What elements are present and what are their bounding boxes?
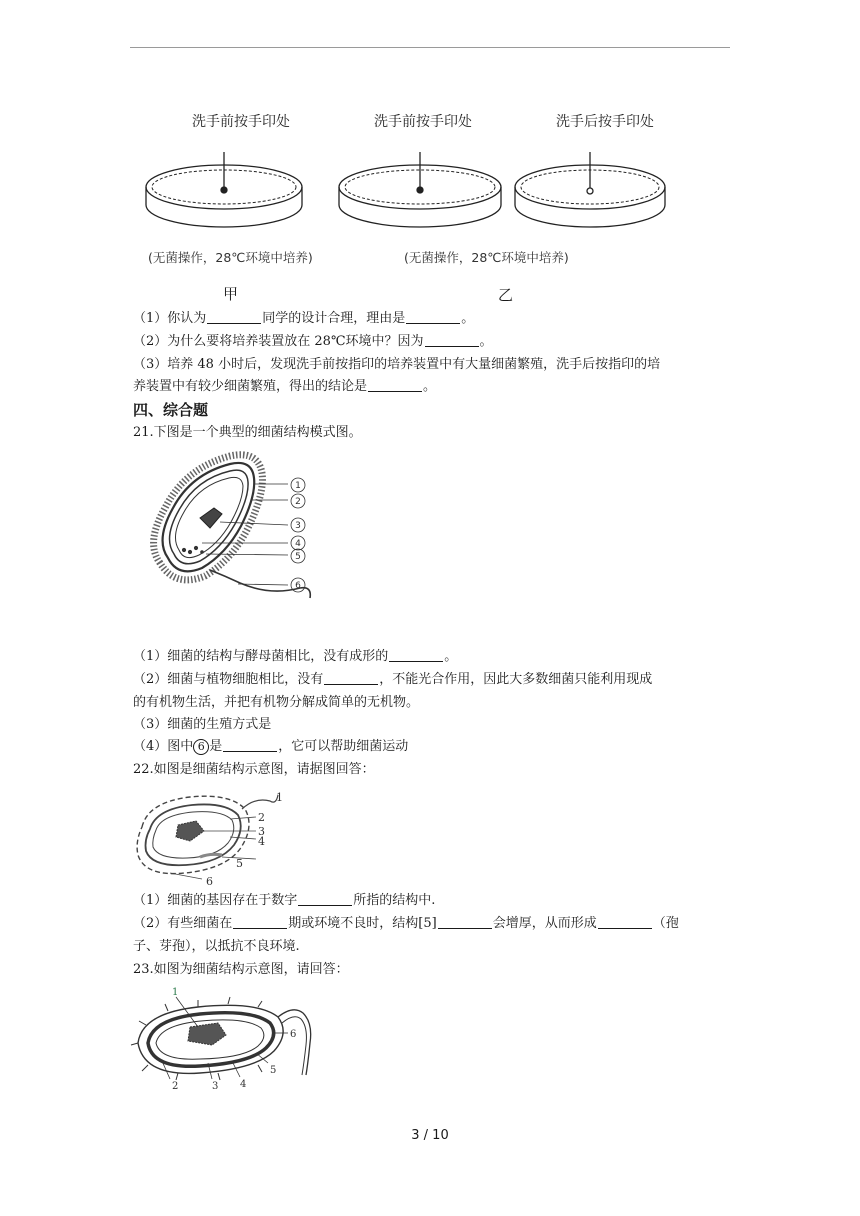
petri-label-2: 洗手前按手印处 bbox=[374, 114, 472, 130]
answer-blank[interactable] bbox=[389, 647, 443, 662]
petri-dish-1 bbox=[146, 152, 302, 227]
q20-part3-line2: 养装置中有较少细菌繁殖，得出的结论是 。 bbox=[133, 379, 437, 394]
diagram-number: 5 bbox=[295, 552, 301, 562]
section-title: 四、综合题 bbox=[133, 401, 209, 419]
header-rule bbox=[130, 47, 730, 48]
diagram-number: 2 bbox=[172, 1081, 179, 1092]
q22-part1: （1）细菌的基因存在于数字 所指的结构中. bbox=[133, 893, 436, 908]
condition-label-yi: (无菌操作，28℃环境中培养) bbox=[404, 250, 569, 265]
answer-blank[interactable] bbox=[598, 914, 652, 929]
q22-stem: 22.如图是细菌结构示意图，请据图回答： bbox=[133, 762, 375, 777]
petri-label-3: 洗手后按手印处 bbox=[556, 114, 654, 130]
diagram-number: 6 bbox=[295, 581, 301, 591]
answer-blank[interactable] bbox=[223, 737, 277, 752]
answer-blank[interactable] bbox=[368, 377, 422, 392]
diagram-number: 4 bbox=[240, 1079, 247, 1090]
q21-part1: （1）细菌的结构与酵母菌相比，没有成形的 。 bbox=[133, 649, 458, 664]
q21-part2-line1: （2）细菌与植物细胞相比，没有 ，不能光合作用，因此大多数细菌只能利用现成 bbox=[133, 672, 653, 687]
group-yi: 乙 bbox=[498, 286, 514, 304]
diagram-number: 2 bbox=[258, 811, 265, 824]
diagram-number: 6 bbox=[290, 1029, 297, 1040]
answer-blank[interactable] bbox=[438, 914, 492, 929]
q21-part4: （4）图中 6 是 ，它可以帮助细菌运动 bbox=[133, 739, 409, 754]
q21-bacterium-diagram bbox=[140, 448, 320, 608]
answer-blank[interactable] bbox=[324, 670, 378, 685]
petri-dish-3 bbox=[515, 152, 665, 227]
circled-number-6: 6 bbox=[193, 739, 209, 755]
diagram-number: 6 bbox=[206, 875, 213, 888]
q23-bacterium-diagram bbox=[128, 983, 328, 1095]
diagram-number: 1 bbox=[172, 987, 179, 998]
answer-blank[interactable] bbox=[233, 914, 287, 929]
page-number: 3 / 10 bbox=[411, 1128, 449, 1143]
petri-dish-2 bbox=[339, 152, 501, 227]
q20-part1: （1）你认为 同学的设计合理，理由是 。 bbox=[133, 311, 475, 326]
q20-part2: （2）为什么要将培养装置放在 28℃环境中？因为 。 bbox=[133, 334, 493, 349]
petri-dishes-drawing bbox=[140, 140, 700, 240]
q22-bacterium-diagram bbox=[130, 787, 290, 892]
diagram-number: 1 bbox=[276, 791, 283, 804]
diagram-number: 5 bbox=[236, 857, 243, 870]
group-jia: 甲 bbox=[223, 285, 239, 303]
condition-label-jia: (无菌操作，28℃环境中培养) bbox=[148, 250, 313, 265]
diagram-number: 2 bbox=[295, 497, 301, 507]
q23-stem: 23.如图为细菌结构示意图，请回答： bbox=[133, 962, 349, 977]
q21-part3: （3）细菌的生殖方式是 bbox=[133, 717, 272, 732]
answer-blank[interactable] bbox=[425, 332, 479, 347]
q20-part3-line1: （3）培养 48 小时后，发现洗手前按指印的培养装置中有大量细菌繁殖，洗手后按指印的培 bbox=[133, 357, 661, 372]
diagram-number: 3 bbox=[212, 1081, 219, 1092]
answer-blank[interactable] bbox=[298, 891, 352, 906]
diagram-number: 4 bbox=[258, 835, 265, 848]
q22-part2-line2: 子、芽孢），以抵抗不良环境. bbox=[133, 939, 300, 954]
answer-blank[interactable] bbox=[406, 309, 460, 324]
q22-part2-line1: （2）有些细菌在 期或环境不良时，结构[5] 会增厚，从而形成 （孢 bbox=[133, 916, 679, 931]
q21-stem: 21.下图是一个典型的细菌结构模式图。 bbox=[133, 425, 362, 440]
diagram-number: 1 bbox=[295, 481, 301, 491]
diagram-number: 3 bbox=[258, 825, 265, 838]
diagram-number: 4 bbox=[295, 539, 301, 549]
diagram-number: 3 bbox=[295, 521, 301, 531]
petri-label-1: 洗手前按手印处 bbox=[192, 114, 290, 130]
q21-part2-line2: 的有机物生活，并把有机物分解成简单的无机物。 bbox=[133, 695, 420, 710]
diagram-number: 5 bbox=[270, 1065, 277, 1076]
answer-blank[interactable] bbox=[207, 309, 261, 324]
